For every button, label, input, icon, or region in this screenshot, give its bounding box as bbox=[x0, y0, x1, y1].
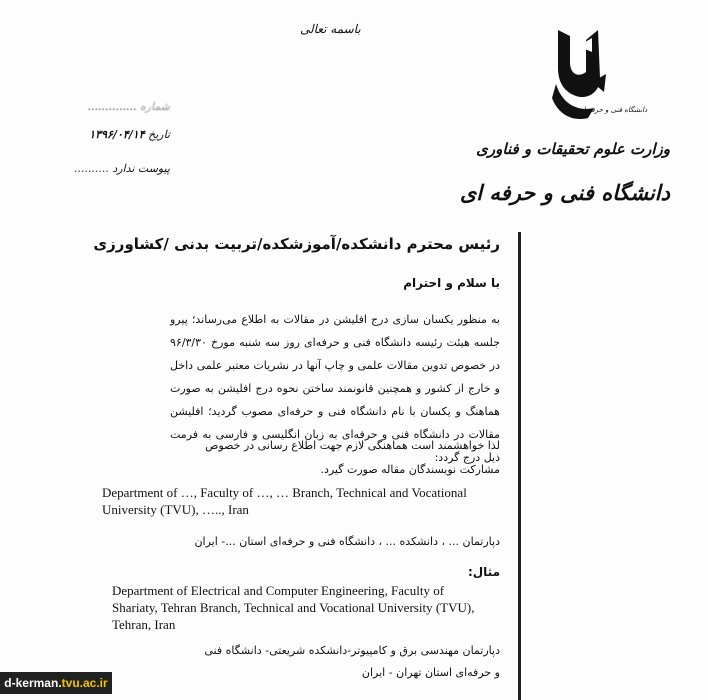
bismillah-heading: باسمه تعالی bbox=[300, 22, 361, 36]
english-affiliation-template: Department of …, Faculty of …, … Branch, Technical and Vocational University (TVU), ….., Iran bbox=[102, 485, 467, 517]
number-value: .............. bbox=[87, 100, 137, 113]
attachment-label: پیوست ندارد bbox=[112, 162, 170, 175]
date-label: تاریخ bbox=[148, 128, 170, 141]
attachment-dots: .......... bbox=[73, 162, 109, 175]
letter-recipient: رئیس محترم دانشکده/آموزشکده/تربیت بدنی /کشاورزی bbox=[93, 235, 500, 253]
site-watermark bbox=[0, 672, 112, 694]
date-value: ۱۳۹۶/۰۴/۱۴ bbox=[89, 128, 145, 141]
english-affiliation-example: Department of Electrical and Computer Engineering, Faculty of Shariaty, Tehran Branch, Technical and Vocational University (TVU), Tehran, Iran bbox=[112, 583, 475, 632]
tvu-logo-icon bbox=[548, 22, 612, 132]
logo-caption: دانشگاه فنی و حرفه ای bbox=[578, 106, 648, 114]
margin-divider bbox=[518, 232, 521, 700]
university-logo bbox=[548, 22, 648, 132]
ministry-name: وزارت علوم تحقیقات و فناوری bbox=[476, 140, 670, 158]
site-prefix: d-kerman. bbox=[4, 676, 62, 690]
example-label: مثال: bbox=[467, 565, 500, 579]
number-label: شماره bbox=[139, 100, 170, 113]
site-suffix: tvu.ac.ir bbox=[61, 676, 108, 690]
letter-date bbox=[60, 128, 170, 141]
university-name: دانشگاه فنی و حرفه ای bbox=[459, 180, 670, 205]
letter-number bbox=[60, 100, 170, 113]
body-paragraph-2: لذا خواهشمند است هماهنگی لازم جهت اطلاع رسانی در خصوص مشارکت نویسندگان مقاله صورت گیرد. bbox=[205, 439, 500, 476]
persian-affiliation-template: دپارتمان ... ، دانشکده ... ، دانشگاه فنی و حرفه‌ای استان ...- ایران bbox=[194, 535, 500, 548]
letter-greeting: با سلام و احترام bbox=[403, 276, 500, 290]
letter-attachment bbox=[60, 162, 170, 175]
body-paragraph-1: به منظور یکسان سازی درج افلیشن در مقالات به اطلاع می‌رساند؛ پیرو جلسه هیئت رئیسه دانشگاه فنی و حرفه‌ای روز سه شنبه مورخ ۹۶/۳/۳۰ در خصوص تدوین مقالات علمی و چاپ آنها در نشریات معتبر علمی داخل و خارج از کشور و همچنین قانونمند ساختن نحوه درج افلیشن به صورت هماهنگ و یکسان با نام دانشگاه فنی و حرفه‌ای مصوب گردید؛ افلیشن مقالات در دانشگاه فنی و حرفه‌ای به زبان انگلیسی و فارسی به فرمت ذیل درج گردد: bbox=[170, 313, 500, 464]
persian-affiliation-example: دپارتمان مهندسی برق و کامپیوتر-دانشکده شریعتی- دانشگاه فنی و حرفه‌ای استان تهران - ایران bbox=[204, 644, 500, 679]
